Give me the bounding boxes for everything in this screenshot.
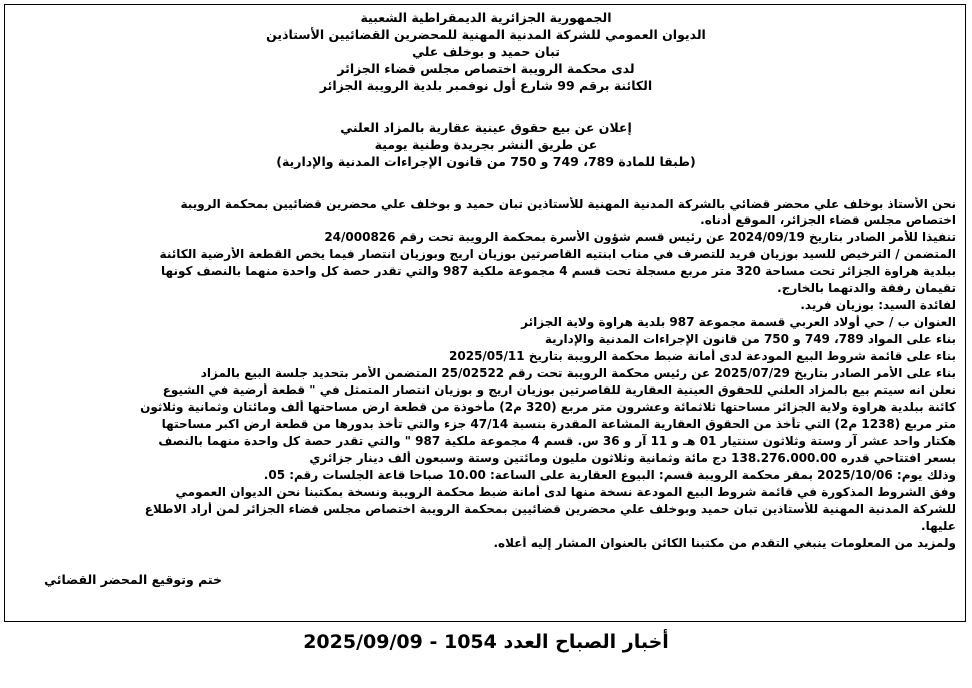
header-line-court: لدى محكمة الرويبة اختصاص مجلس قضاء الجزائر xyxy=(337,61,635,76)
header-line-bailiffs: تبان حميد و بوخلف علي xyxy=(412,44,560,59)
body-line: تنفيذا للأمر الصادر بتاريخ 2024/09/19 عن رئيس قسم شؤون الأسرة بمحكمة الرويبة تحت رقم 24/000826 xyxy=(324,230,956,244)
body-line: كائنة ببلدية هراوة ولاية الجزائر مساحتها ثلاثمائة وعشرون متر مربع (320 م2) مأخوذة من قطعة ارض مساحتها ألف ومائتان وثمانية وثلاثون xyxy=(140,400,956,414)
newspaper-footer: أخبار الصباح العدد 1054 - 2025/09/09 xyxy=(303,631,669,653)
body-line: نعلن انه سيتم بيع بالمزاد العلني للحقوق العينية العقارية للقاصرتين بوزيان اريج و بوزيان انتصار المتمثل في " قطعة أرضية في الشيوع xyxy=(162,383,956,397)
notice-title: إعلان عن بيع حقوق عينية عقارية بالمزاد العلني xyxy=(340,120,632,135)
body-line: هكتار واحد عشر آر وستة وثلاثون سنتيار 01 هـ و 11 آر و 36 س. قسم 4 مجموعة ملكية 987 " والتي تقدر حصة كل واحدة منهما بالنصف xyxy=(158,434,956,448)
body-line: وفق الشروط المذكورة في قائمة شروط البيع المودعة نسخة منها لدى أمانة ضبط محكمة الرويبة ونسخة بمكتبنا نحن الديوان العمومي xyxy=(175,485,956,499)
body-line: ولمزيد من المعلومات ينبغي التقدم من مكتبنا الكائن بالعنوان المشار إليه أعلاه. xyxy=(493,536,956,550)
body-line: وذلك يوم: 2025/10/06 بمقر محكمة الرويبة قسم: البيوع العقارية على الساعة: 10.00 صباحا قاعة الجلسات رقم: 05. xyxy=(263,468,956,482)
body-line: تقيمان رفقة والدتهما بالخارج. xyxy=(777,281,956,295)
body-line: اختصاص مجلس قضاء الجزائر، الموقع أدناه. xyxy=(700,213,956,227)
body-line: بسعر افتتاحي قدره 138.276.000.00 دج مائة وثمانية وثلاثون مليون ومائتين وستة وسبعون ألف دينار جزائري xyxy=(309,451,956,465)
header-line-office: الديوان العمومي للشركة المدنية المهنية للمحضرين القضائيين الأستاذين xyxy=(266,27,706,42)
body-line: متر مربع (1238 م2) التي تأخذ من الحقوق العقارية المشاعة المقدرة بنسبة 47/14 جزء والتي تأخذ بدورها من قطعة ارض اكبر مساحتها xyxy=(161,417,956,431)
body-line: بناء على المواد 789، 749 و 750 من قانون الإجراءات المدنية والإدارية xyxy=(544,332,956,346)
body-line: المتضمن / الترخيص للسيد بوزيان فريد للتصرف في مناب ابنتيه القاصرتين بوزيان اريج وبوزيان انتصار فيما يخص القطعة الأرضية الكائنة xyxy=(159,247,956,261)
body-line: بناء على قائمة شروط البيع المودعة لدى أمانة ضبط محكمة الرويبة بتاريخ 2025/05/11 xyxy=(449,349,956,363)
body-line: نحن الأستاذ بوخلف علي محضر قضائي بالشركة المدنية المهنية للأستاذين تبان حميد و بوخلف علي محضرين قضائيين بمحكمة الرويبة xyxy=(180,197,956,211)
body-line: بناء على الأمر الصادر بتاريخ 2025/07/29 عن رئيس محكمة الرويبة تحت رقم 25/02522 المتضمن الأمر بتحديد جلسة البيع بالمزاد xyxy=(200,366,956,380)
header-line-republic: الجمهورية الجزائرية الديمقراطية الشعبية xyxy=(360,10,612,25)
body-line: لفائدة السيد: بوزيان فريد. xyxy=(800,298,956,312)
header-line-address: الكائنة برقم 99 شارع أول نوفمبر بلدية الرويبة الجزائر xyxy=(319,78,653,93)
body-line: للشركة المدنية المهنية للأستاذين تبان حميد وبوخلف علي محضرين قضائيين بمحكمة الرويبة اختصاص مجلس قضاء الجزائر لمن أراد الاطلاع xyxy=(144,502,956,516)
signature-label: ختم وتوقيع المحضر القضائي xyxy=(44,572,222,587)
notice-legal-reference: (طبقا للمادة 789، 749 و 750 من قانون الإجراءات المدنية والإدارية) xyxy=(276,154,696,169)
notice-subtitle: عن طريق النشر بجريدة وطنية يومية xyxy=(374,137,598,152)
body-line: ببلدية هراوة الجزائر تحت مساحة 320 متر مربع مسجلة تحت قسم 4 مجموعة ملكية 987 والتي تقدر حصة كل واحدة منهما بالنصف كونها xyxy=(161,264,956,278)
body-line: عليها. xyxy=(921,519,956,533)
body-line: العنوان ب / حي أولاد العربي قسمة مجموعة 987 بلدية هراوة ولاية الجزائر xyxy=(521,315,956,329)
